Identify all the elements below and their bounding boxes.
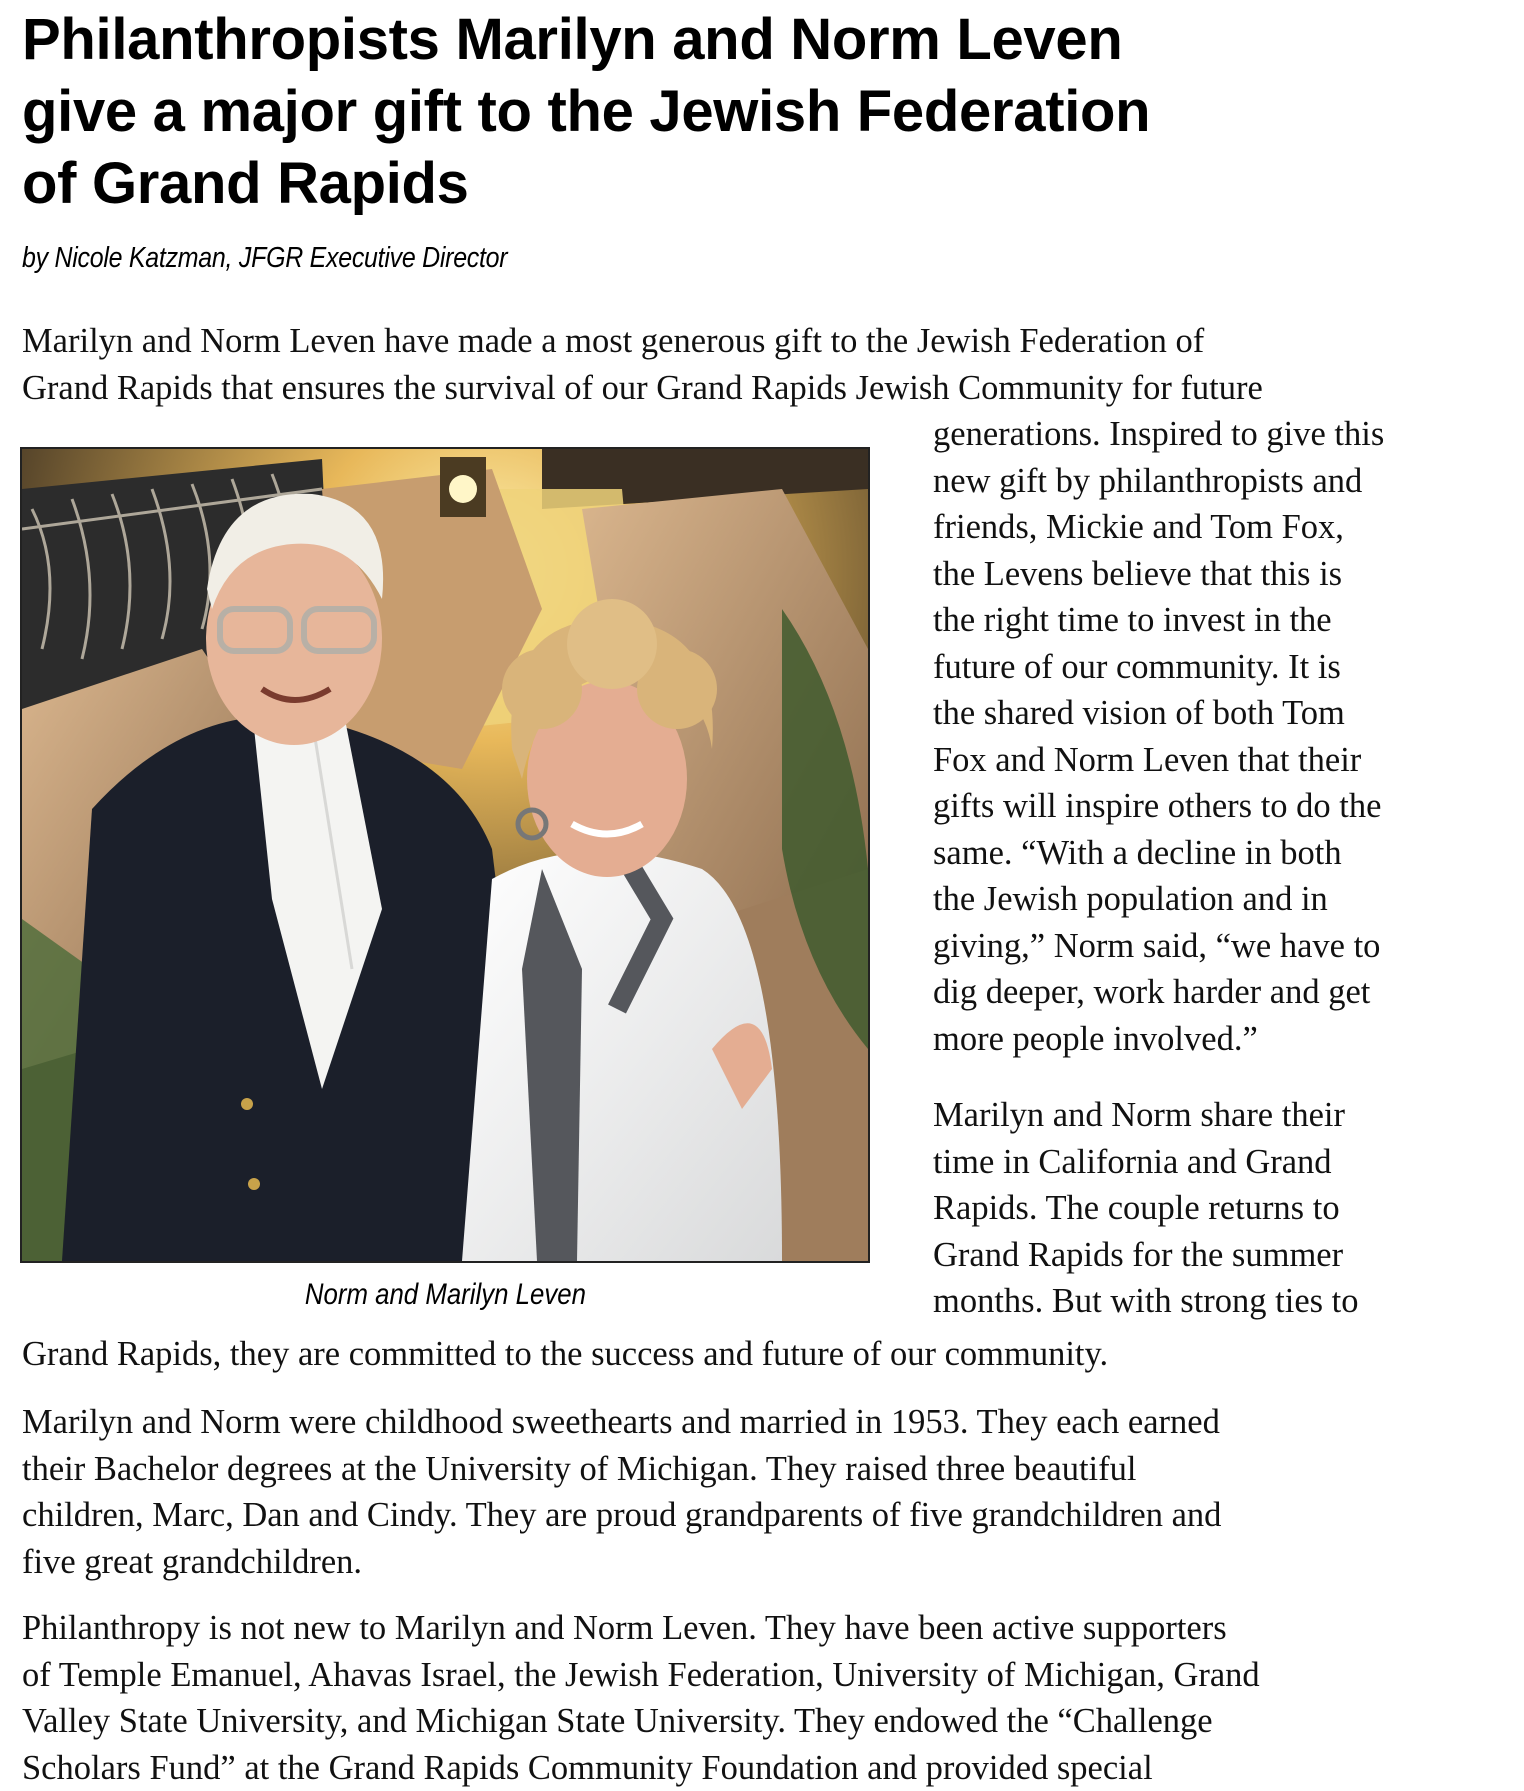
- side-line: Fox and Norm Leven that their: [933, 740, 1362, 779]
- side-line: Grand Rapids for the summer: [933, 1235, 1344, 1274]
- paragraph-tail-line: Grand Rapids, they are committed to the success and future of our community.: [22, 1335, 1109, 1373]
- side-line: gifts will inspire others to do the: [933, 787, 1382, 825]
- headline-line-2: give a major gift to the Jewish Federation: [22, 79, 1151, 144]
- intro-line: Grand Rapids that ensures the survival of our Grand Rapids Jewish Community for future: [22, 368, 1263, 407]
- side-line: generations. Inspired to give this: [933, 415, 1385, 453]
- article-byline: by Nicole Katzman, JFGR Executive Director: [22, 242, 508, 274]
- headline-line-3: of Grand Rapids: [22, 151, 469, 216]
- family-line: children, Marc, Dan and Cindy. They are proud grandparents of five grandchildren and: [22, 1496, 1222, 1534]
- family-line: Marilyn and Norm were childhood sweethearts and married in 1953. They each earned: [22, 1403, 1220, 1441]
- side-line: new gift by philanthropists and: [933, 461, 1363, 500]
- intro-paragraph: [22, 318, 1522, 411]
- side-line: more people involved.”: [933, 1019, 1258, 1058]
- photo-caption-text: Norm and Marilyn Leven: [304, 1278, 586, 1311]
- leven-couple-photo: [20, 447, 870, 1263]
- intro-line: Marilyn and Norm Leven have made a most generous gift to the Jewish Federation of: [22, 322, 1205, 360]
- side-column-text: [933, 411, 1523, 1325]
- side-line: Marilyn and Norm share their: [933, 1096, 1345, 1134]
- side-line: the shared vision of both Tom: [933, 694, 1345, 732]
- side-line: the Levens believe that this is: [933, 554, 1343, 593]
- side-line: Rapids. The couple returns to: [933, 1189, 1340, 1227]
- side-line: months. But with strong ties to: [933, 1282, 1359, 1320]
- paragraph-philanthropy: [22, 1605, 1522, 1791]
- side-line: future of our community. It is: [933, 647, 1341, 686]
- philanthropy-line: Scholars Fund” at the Grand Rapids Community Foundation and provided special: [22, 1748, 1153, 1787]
- side-line: same. “With a decline in both: [933, 833, 1342, 872]
- philanthropy-line: of Temple Emanuel, Ahavas Israel, the Jewish Federation, University of Michigan, Grand: [22, 1655, 1260, 1694]
- paragraph-gap: [933, 1062, 1523, 1092]
- paragraph-family: [22, 1399, 1522, 1585]
- side-line: friends, Mickie and Tom Fox,: [933, 508, 1344, 546]
- side-line: time in California and Grand: [933, 1142, 1332, 1181]
- philanthropy-line: Valley State University, and Michigan State University. They endowed the “Challenge: [22, 1702, 1213, 1740]
- side-line: the Jewish population and in: [933, 880, 1328, 918]
- family-line: their Bachelor degrees at the University of Michigan. They raised three beautiful: [22, 1449, 1137, 1488]
- philanthropy-line: Philanthropy is not new to Marilyn and Norm Leven. They have been active supporters: [22, 1609, 1227, 1647]
- side-line: giving,” Norm said, “we have to: [933, 926, 1381, 965]
- article-headline: [22, 4, 1482, 220]
- headline-line-1: Philanthropists Marilyn and Norm Leven: [22, 7, 1123, 72]
- side-line: the right time to invest in the: [933, 601, 1332, 639]
- photo-caption: [20, 1275, 870, 1315]
- side-line: dig deeper, work harder and get: [933, 973, 1371, 1011]
- family-line: five great grandchildren.: [22, 1542, 363, 1581]
